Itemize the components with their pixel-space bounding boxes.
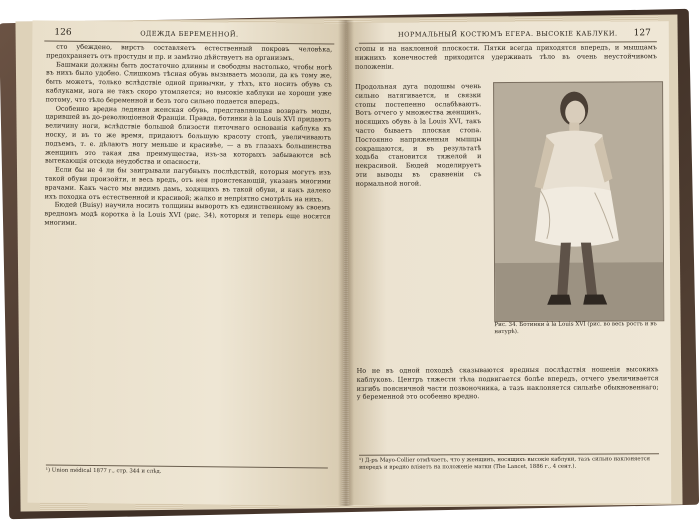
- left-page: [27, 20, 346, 505]
- right-running-title: НОРМАЛЬНЫЙ КОСТЮМЪ ЕГЕРА. ВЫСОКІЕ КАБЛУКИ.: [397, 29, 618, 39]
- right-top-text: стопы и на наклонной плоскости. Пятки всегда приходятся впередъ, и мышцамъ нижнихъ конечностей приходится удерживать тѣло въ очень неустойчивомъ положеніи.: [354, 43, 657, 71]
- left-paragraph: Башмаки должны быть достаточно длинны и свободны настолько, чтобы ногѣ въ нихъ было удобно. Слишкомъ тѣсная обувь вызываетъ мозоли, да къ тому же, быть можетъ, только вслѣдствіе одной привычки, у тѣхъ, кто носить обувь съ каблуками, нога не такъ скоро утомляется; но высокіе каблуки не хороши уже потому, что тѣло беременной и безъ того сильно подается впередъ.: [45, 60, 333, 106]
- right-page: [347, 21, 672, 505]
- book-gutter: [338, 20, 354, 506]
- photograph-woman-figure-icon: [494, 82, 663, 321]
- left-page-body: [44, 43, 332, 231]
- right-lower-text: Но не въ одной походкѣ сказываются вредныя послѣдствія ношенія высокихъ каблуковъ. Центръ тяжести тѣла подвигается болѣе впередъ, отчего увеличивается изгибъ поясничной части позвоночника, а тазъ наклоняется сильнѣе обыкновеннаго; у беременной это особенно вредно.: [356, 365, 659, 402]
- open-book: [4, 10, 694, 515]
- left-paragraph: Особенно вредна ледяная женская обувь, представляющая возвратъ моды, царившей въ до-революціонной Франціи. Правда, ботинки à la Louis XVI придаютъ величину ноги, вслѣдствіе большой близости пяточнаго основанія каблука къ носку, и въ то же время, придаютъ большую красоту стопѣ, увеличиваютъ подъемъ, т. е. дѣлаютъ ногу меньше и красивѣе, — а въ глазахъ большинства женщинъ это такая два преимущества, изъ-за которыхъ забываются всѣ вытекающія отсюда неудобства и опасности.: [45, 104, 332, 167]
- figure-caption: Рис. 34. Ботинки à la Louis XVI (рис. во весь ростъ и въ натурѣ).: [494, 321, 657, 336]
- left-running-title: ОДЕЖДА БЕРЕМЕННОЙ.: [140, 29, 239, 39]
- right-footnote: ¹) Д-ръ Mayo-Collier отмѣчаетъ, что у женщинъ, носящихъ высокіе каблуки, тазъ сильно наклоняется впередъ и вредно вліяетъ на положеніе матки (The Lancet, 1886 г., 4 сент.).: [359, 453, 659, 471]
- right-page-number: 127: [633, 28, 651, 39]
- left-page-number: 126: [54, 27, 72, 38]
- left-footnote: ¹) Union médical 1877 г., стр. 344 и слѣд.: [46, 465, 328, 478]
- left-paragraph: Если бы не 4 ли бы заигрывали пагубныхъ послѣдствій, которыя могутъ изъ такой обуви произойти, и весь вредъ, отъ нея проистекающій, указанъ многими врачами. Какъ часто мы видимъ дамъ, ходящихъ въ такой обуви, и какъ далеко ихъ походка отъ естественной и красивой; жалко и непріятно смотрѣть на нихъ.: [44, 165, 331, 203]
- left-page-header: [44, 26, 334, 44]
- right-column-text: Продольная дуга подошвы очень сильно натягивается, и связки стопы постепенно ослабѣваютъ. Вотъ отчего у множества женщинъ, носящихъ обувь à la Louis XVI, такъ часто бываетъ плоская стопа. Постоянно напряженныя мышцы сокращаются, и въ результатѣ ходьба становится тяжелой и некрасивой. Бюдей моделируетъ эти выводы въ сравненіи съ нормальной ногой.: [355, 82, 482, 188]
- left-paragraph: сто убеждено, вирстъ составляетъ естественный покровъ человѣка, предохраняетъ отъ простуды и пр. и замѣтно дѣйствуетъ на организмъ.: [46, 42, 333, 62]
- figure-photograph: [493, 81, 664, 322]
- left-paragraph: Бюдей (Buisy) научила носить толщины выворотъ къ единственному въ своемъ вредномъ модѣ коротка à la Louis XVI (рис. 34), которыя и теперь еще носятся многими.: [44, 200, 331, 227]
- right-page-header: [359, 27, 657, 44]
